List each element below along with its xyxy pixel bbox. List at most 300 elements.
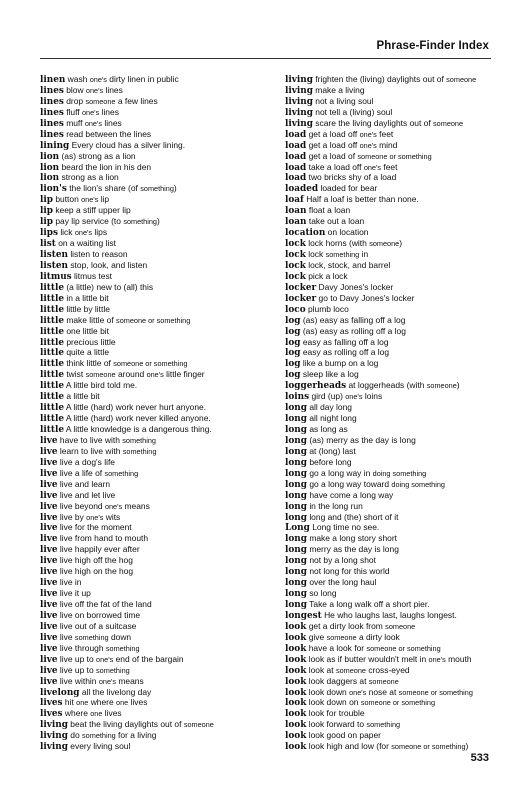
index-entry xyxy=(40,468,265,479)
phrase-text: over the long haul xyxy=(309,577,377,588)
index-headword: lion xyxy=(40,162,60,173)
index-headword: look xyxy=(285,632,307,643)
phrase-text: live from hand to mouth xyxy=(59,533,149,544)
phrase-text: live high off the hog xyxy=(59,555,133,566)
index-entry xyxy=(40,162,265,173)
index-entry xyxy=(40,151,265,162)
phrase-text: lips xyxy=(92,227,108,238)
index-entry xyxy=(40,74,265,85)
phrase-text: a dirty look xyxy=(356,631,400,642)
placeholder-term: someone or something xyxy=(366,643,441,653)
index-entry xyxy=(40,140,265,151)
index-headword: long xyxy=(285,556,307,567)
phrase-text: in the long run xyxy=(309,500,363,511)
phrase-text: Every cloud has a silver lining. xyxy=(71,139,186,150)
placeholder-term: one's xyxy=(428,654,446,664)
phrase-text: means xyxy=(122,500,150,511)
phrase-text: (as) easy as falling off a log xyxy=(302,314,406,325)
index-headword: live xyxy=(40,479,58,490)
phrase-text: ) xyxy=(465,741,469,752)
index-headword: location xyxy=(285,228,326,239)
index-entry xyxy=(285,151,510,162)
index-headword: look xyxy=(285,621,307,632)
phrase-text: read between the lines xyxy=(66,128,152,139)
index-headword: live xyxy=(40,457,58,468)
placeholder-term: something xyxy=(140,184,174,194)
index-entry xyxy=(285,337,510,348)
index-headword: lives xyxy=(40,709,63,720)
index-headword: lines xyxy=(40,107,64,118)
index-entry xyxy=(285,304,510,315)
index-headword: live xyxy=(40,643,58,654)
index-entry xyxy=(40,708,265,719)
index-headword: lips xyxy=(40,228,58,239)
index-entry xyxy=(285,599,510,610)
index-headword: loan xyxy=(285,217,307,228)
phrase-text: live xyxy=(59,631,75,642)
index-entry xyxy=(40,555,265,566)
index-entry xyxy=(285,402,510,413)
placeholder-term: someone or something xyxy=(357,151,432,161)
index-headword: live xyxy=(40,501,58,512)
phrase-text: live high on the hog xyxy=(59,566,134,577)
index-headword: listen xyxy=(40,260,68,271)
phrase-text: do xyxy=(70,730,83,741)
index-entry xyxy=(40,194,265,205)
index-headword: lines xyxy=(40,96,64,107)
index-entry xyxy=(285,369,510,380)
phrase-text: make a long story short xyxy=(309,533,398,544)
phrase-text: ) xyxy=(399,238,403,249)
index-entry xyxy=(40,676,265,687)
index-headword: list xyxy=(40,239,56,250)
index-headword: lip xyxy=(40,206,53,217)
phrase-text: around xyxy=(115,369,147,380)
index-entry xyxy=(40,566,265,577)
index-entry xyxy=(40,413,265,424)
index-entry xyxy=(40,501,265,512)
index-entry xyxy=(285,238,510,249)
index-entry xyxy=(40,107,265,118)
placeholder-term: someone xyxy=(183,720,214,730)
phrase-text: Long time no see. xyxy=(312,522,380,533)
phrase-text: end of the bargain xyxy=(113,653,184,664)
index-headword: loaded xyxy=(285,184,319,195)
index-entry xyxy=(285,216,510,227)
placeholder-term: doing something xyxy=(391,479,445,489)
index-headword: living xyxy=(285,96,313,107)
index-headword: live xyxy=(40,512,58,523)
index-entry xyxy=(285,665,510,676)
index-entry xyxy=(40,260,265,271)
index-entry xyxy=(285,697,510,708)
phrase-text: lock, stock, and barrel xyxy=(308,259,391,270)
placeholder-term: someone xyxy=(368,676,399,686)
index-headword: locker xyxy=(285,293,317,304)
phrase-text: live and let live xyxy=(59,489,116,500)
index-headword: load xyxy=(285,129,307,140)
index-entry xyxy=(40,96,265,107)
phrase-text: keep a stiff upper lip xyxy=(55,205,131,216)
phrase-text: as long as xyxy=(309,424,348,434)
index-entry xyxy=(285,490,510,501)
phrase-text: precious little xyxy=(66,336,116,347)
phrase-text: lives xyxy=(102,708,122,719)
index-headword: lines xyxy=(40,85,64,96)
index-entry xyxy=(40,654,265,665)
index-entry xyxy=(285,315,510,326)
placeholder-term: one's xyxy=(359,129,377,139)
phrase-text: lines xyxy=(102,117,122,128)
index-entry xyxy=(285,588,510,599)
phrase-text: float a loan xyxy=(308,205,351,216)
index-headword: little xyxy=(40,381,64,392)
phrase-text: so long xyxy=(309,588,337,599)
phrase-text: at loggerheads (with xyxy=(348,380,427,391)
phrase-text: wash xyxy=(67,74,90,84)
index-entry xyxy=(285,468,510,479)
phrase-text: on a waiting list xyxy=(58,238,116,249)
index-entry xyxy=(40,183,265,194)
index-headword: lines xyxy=(40,129,64,140)
index-headword: live xyxy=(40,589,58,600)
placeholder-term: one's xyxy=(345,392,363,402)
index-entry xyxy=(40,216,265,227)
index-entry xyxy=(285,172,510,183)
index-entry xyxy=(285,479,510,490)
phrase-text: take a load off xyxy=(308,161,364,172)
index-headword: loggerheads xyxy=(285,381,347,392)
index-entry xyxy=(285,107,510,118)
phrase-text: learn to live with xyxy=(59,445,123,456)
phrase-text: live happily ever after xyxy=(59,544,140,555)
placeholder-term: someone or something xyxy=(116,315,191,325)
index-headword: long xyxy=(285,425,307,435)
phrase-text: lock xyxy=(308,249,326,259)
placeholder-term: something xyxy=(82,731,116,741)
index-entry xyxy=(285,162,510,173)
header-rule xyxy=(40,58,491,59)
index-entry xyxy=(40,391,265,402)
index-headword: long xyxy=(285,589,307,600)
placeholder-term: one's xyxy=(104,501,123,511)
index-entry xyxy=(40,249,265,260)
index-headword: lines xyxy=(40,118,64,129)
index-entry xyxy=(40,490,265,501)
index-entry xyxy=(285,413,510,424)
index-entry xyxy=(285,610,510,621)
index-headword: look xyxy=(285,654,307,665)
phrase-text: lives xyxy=(128,697,148,708)
index-headword: living xyxy=(285,107,313,118)
index-headword: live xyxy=(40,665,58,676)
index-entry xyxy=(285,249,510,260)
index-entry xyxy=(285,446,510,457)
index-entry xyxy=(40,380,265,391)
phrase-text: have to live with xyxy=(59,434,123,445)
phrase-text: loins xyxy=(362,391,383,402)
index-headword: long xyxy=(285,446,307,457)
placeholder-term: something xyxy=(104,468,139,478)
phrase-text: every living soul xyxy=(70,741,131,752)
index-headword: loaf xyxy=(285,195,304,206)
index-entry xyxy=(285,293,510,304)
index-entry xyxy=(40,118,265,129)
index-headword: look xyxy=(285,742,307,753)
index-headword: little xyxy=(40,304,64,315)
phrase-text: all the livelong day xyxy=(81,686,152,697)
placeholder-term: one's xyxy=(146,370,164,380)
index-entry xyxy=(40,697,265,708)
index-entry xyxy=(40,599,265,610)
index-headword: long xyxy=(285,468,307,479)
placeholder-term: something xyxy=(122,446,157,456)
phrase-text: mouth xyxy=(445,653,472,664)
placeholder-term: one's xyxy=(85,85,104,95)
index-headword: live xyxy=(40,545,58,556)
phrase-text: look at xyxy=(308,664,336,675)
index-entry xyxy=(40,227,265,238)
phrase-text: get a load off xyxy=(308,139,360,150)
placeholder-term: something xyxy=(123,217,157,227)
index-entry xyxy=(40,347,265,358)
index-entry xyxy=(40,424,265,435)
phrase-text: scare the living daylights out of xyxy=(315,117,434,128)
phrase-text: get a load of xyxy=(308,150,358,161)
phrase-text: one little bit xyxy=(66,325,110,336)
phrase-text: drop xyxy=(66,95,86,106)
index-headword: lock xyxy=(285,250,306,260)
phrase-text: look high and low (for xyxy=(308,741,392,752)
phrase-text: easy as falling off a log xyxy=(302,336,389,347)
phrase-text: long and (the) short of it xyxy=(309,511,399,522)
index-headword: live xyxy=(40,676,58,687)
index-entry xyxy=(40,730,265,741)
index-headword: load xyxy=(285,140,307,151)
phrase-text: wits xyxy=(103,511,121,522)
index-headword: lives xyxy=(40,698,63,709)
index-headword: live xyxy=(40,556,58,567)
phrase-text: twist xyxy=(66,369,86,380)
phrase-text: fluff xyxy=(66,106,82,117)
index-headword: look xyxy=(285,709,307,720)
index-headword: little xyxy=(40,315,64,326)
placeholder-term: something xyxy=(366,720,401,730)
index-headword: longest xyxy=(285,610,322,621)
phrase-text: at (long) last xyxy=(309,445,356,456)
index-entry xyxy=(285,227,510,238)
phrase-text: all day long xyxy=(309,402,352,413)
phrase-text: live through xyxy=(59,642,106,653)
phrase-text: (as) easy as rolling off a log xyxy=(302,325,406,336)
placeholder-term: someone xyxy=(335,665,366,675)
index-headword: live xyxy=(40,468,58,479)
placeholder-term: one xyxy=(116,698,129,708)
index-headword: lock xyxy=(285,271,306,282)
phrase-text: have a look for xyxy=(308,642,367,653)
index-entry xyxy=(40,326,265,337)
phrase-text: have come a long way xyxy=(309,489,394,500)
index-headword: lock xyxy=(285,260,306,271)
phrase-text: live beyond xyxy=(59,500,105,511)
index-entry xyxy=(285,140,510,151)
running-header-title: Phrase-Finder Index xyxy=(376,40,489,52)
phrase-text: lip xyxy=(98,194,110,205)
phrase-text: in a little bit xyxy=(66,292,109,303)
index-headword: loco xyxy=(285,304,306,315)
phrase-text: quite a little xyxy=(66,347,110,358)
phrase-text: live a dog's life xyxy=(59,456,115,467)
phrase-text: make little of xyxy=(66,314,117,325)
phrase-text: live up to xyxy=(59,664,97,675)
phrase-text: Half a loaf is better than none. xyxy=(306,194,419,205)
index-headword: long xyxy=(285,403,307,414)
index-entry xyxy=(285,522,510,533)
phrase-text: (as) merry as the day is long xyxy=(309,434,416,445)
placeholder-term: someone or something xyxy=(360,698,436,708)
phrase-text: not long for this world xyxy=(309,566,390,577)
phrase-text: live out of a suitcase xyxy=(59,620,137,631)
index-headword: little xyxy=(40,370,64,381)
index-headword: living xyxy=(285,118,313,129)
index-headword: little xyxy=(40,403,64,414)
index-entry xyxy=(285,358,510,369)
index-entry xyxy=(285,741,510,752)
phrase-text: beard the lion in his den xyxy=(61,161,152,172)
index-entry xyxy=(285,129,510,140)
index-headword: live xyxy=(40,654,58,665)
index-entry xyxy=(285,74,510,85)
placeholder-term: something xyxy=(122,435,156,445)
phrase-text: give xyxy=(308,631,327,642)
phrase-text: listen to reason xyxy=(70,249,128,259)
index-headword: little xyxy=(40,337,64,348)
index-entry xyxy=(285,347,510,358)
phrase-text: down xyxy=(108,631,132,642)
phrase-text: button xyxy=(55,194,82,205)
index-entry xyxy=(40,304,265,315)
index-entry xyxy=(285,260,510,271)
index-entry xyxy=(40,512,265,523)
placeholder-term: one's xyxy=(359,140,377,150)
phrase-text: ) xyxy=(156,216,160,227)
index-headword: log xyxy=(285,315,301,326)
index-headword: little xyxy=(40,392,64,403)
placeholder-term: someone xyxy=(446,75,477,84)
phrase-text: mind xyxy=(376,139,398,150)
phrase-text: where xyxy=(88,697,117,708)
index-entry xyxy=(285,501,510,512)
index-entry xyxy=(40,129,265,140)
phrase-text: live for the moment xyxy=(59,522,132,533)
placeholder-term: one's xyxy=(363,162,382,172)
placeholder-term: one's xyxy=(81,195,99,205)
index-headword: linen xyxy=(40,75,66,85)
index-headword: long xyxy=(285,479,307,490)
index-headword: log xyxy=(285,337,301,348)
phrase-text: plumb loco xyxy=(307,303,349,314)
index-headword: long xyxy=(285,567,307,578)
index-entry xyxy=(285,687,510,698)
index-entry xyxy=(285,621,510,632)
index-entry xyxy=(285,435,510,446)
index-headword: log xyxy=(285,359,301,370)
index-entry xyxy=(285,708,510,719)
index-headword: live xyxy=(40,578,58,589)
index-entry xyxy=(285,326,510,337)
phrase-text: cross-eyed xyxy=(365,664,410,675)
phrase-text: (a little) new to (all) this xyxy=(66,281,154,292)
index-headword: lion's xyxy=(40,184,67,195)
phrase-text: pay lip service (to xyxy=(55,216,124,227)
phrase-text: A little bird told me. xyxy=(65,380,138,391)
placeholder-term: something xyxy=(325,250,360,259)
placeholder-term: one's xyxy=(74,228,93,238)
index-entry xyxy=(40,522,265,533)
index-entry xyxy=(285,555,510,566)
index-headword: lock xyxy=(285,239,306,250)
index-headword: long xyxy=(285,501,307,512)
index-entry xyxy=(40,457,265,468)
placeholder-term: someone or something xyxy=(391,742,466,752)
placeholder-term: someone or something xyxy=(398,687,473,697)
placeholder-term: one's xyxy=(96,654,114,664)
placeholder-term: one's xyxy=(82,107,100,117)
phrase-text: for a living xyxy=(115,730,157,741)
placeholder-term: someone xyxy=(326,632,357,642)
index-headword: listen xyxy=(40,250,68,260)
index-headword: live xyxy=(40,534,58,545)
phrase-text: feet xyxy=(376,128,394,139)
index-entry xyxy=(285,118,510,129)
phrase-text: lines xyxy=(103,84,123,95)
phrase-text: where xyxy=(64,708,91,719)
index-headword: living xyxy=(285,85,313,96)
placeholder-term: one's xyxy=(86,512,104,522)
index-entry xyxy=(40,588,265,599)
index-headword: look xyxy=(285,665,307,676)
phrase-text: live up to xyxy=(59,653,97,664)
phrase-text: not a living soul xyxy=(315,95,374,106)
phrase-text: a few lines xyxy=(115,95,158,106)
index-entry xyxy=(40,369,265,380)
phrase-text: look daggers at xyxy=(308,675,369,686)
index-headword: long xyxy=(285,534,307,545)
phrase-text: hit xyxy=(64,697,77,708)
index-headword: long xyxy=(285,512,307,523)
index-entry xyxy=(40,643,265,654)
phrase-text: frighten the (living) daylights out of xyxy=(315,74,447,84)
phrase-text: live it up xyxy=(59,588,91,599)
phrase-text: dirty linen in public xyxy=(106,74,179,84)
page-number: 533 xyxy=(470,752,489,764)
index-entry xyxy=(40,479,265,490)
index-headword: little xyxy=(40,282,64,293)
index-headword: live xyxy=(40,600,58,610)
index-entry xyxy=(40,687,265,698)
phrase-text: live and learn xyxy=(59,478,111,489)
phrase-text: live within xyxy=(59,675,99,686)
phrase-text: stop, look, and listen xyxy=(70,259,148,270)
index-entry xyxy=(40,533,265,544)
phrase-text: live a life of xyxy=(59,467,105,478)
phrase-text: little finger xyxy=(163,369,205,380)
index-entry xyxy=(285,205,510,216)
phrase-text: get a load off xyxy=(308,128,360,139)
index-entry xyxy=(40,665,265,676)
index-headword: log xyxy=(285,326,301,337)
index-headword: livelong xyxy=(40,687,80,698)
